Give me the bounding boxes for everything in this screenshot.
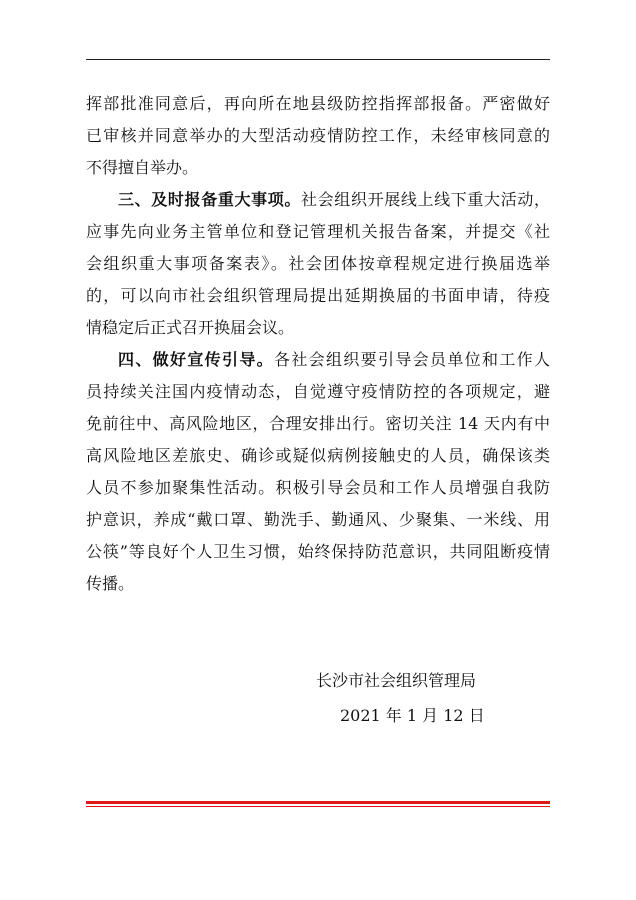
section-3-line: 的，可以向市社会组织管理局提出延期换届的书面申请，待疫: [86, 286, 550, 305]
section-3-line: 情稳定后正式召开换届会议。: [86, 318, 295, 337]
signature-date: 2021 年 1 月 12 日: [340, 706, 485, 725]
header-rule: [86, 59, 550, 60]
section-4-first-line-text: 各社会组织要引导会员单位和工作人: [274, 350, 550, 369]
section-4-line: 传播。: [86, 574, 135, 593]
section-3-line: 会组织重大事项备案表》。社会团体按章程规定进行换届选举: [86, 254, 550, 273]
section-3-line: 应事先向业务主管单位和登记管理机关报告备案，并提交《社: [86, 222, 550, 241]
section-4-line: 员持续关注国内疫情动态，自觉遵守疫情防控的各项规定，避: [86, 382, 550, 401]
paragraph-1-line: 不得擅自举办。: [86, 158, 199, 177]
paragraph-1-line: 挥部批准同意后，再向所在地县级防控指挥部报备。严密做好: [86, 94, 550, 113]
footer-red-rule-thick: [86, 801, 550, 804]
paragraph-1-line: 已审核并同意举办的大型活动疫情防控工作，未经审核同意的: [86, 126, 550, 145]
section-4-line: 高风险地区差旅史、确诊或疑似病例接触史的人员，确保该类: [86, 446, 550, 465]
section-3-first-line-text: 社会组织开展线上线下重大活动，: [301, 190, 550, 209]
section-4-line: 护意识，养成“戴口罩、勤洗手、勤通风、少聚集、一米线、用: [86, 510, 550, 529]
section-4-line: 人员不参加聚集性活动。积极引导会员和工作人员增强自我防: [86, 478, 550, 497]
section-3-first-line: [86, 184, 550, 216]
signature-organization: 长沙市社会组织管理局: [316, 671, 477, 690]
section-4-first-line: [86, 344, 550, 376]
document-body: [86, 88, 550, 600]
section-4-line: 公筷”等良好个人卫生习惯，始终保持防范意识，共同阻断疫情: [86, 542, 550, 561]
section-4-line: 免前往中、高风险地区，合理安排出行。密切关注 14 天内有中: [86, 414, 550, 433]
section-4-heading: 四、做好宣传引导。: [118, 350, 274, 369]
section-3-heading: 三、及时报备重大事项。: [118, 190, 302, 209]
footer-red-rule-thin: [86, 806, 550, 807]
